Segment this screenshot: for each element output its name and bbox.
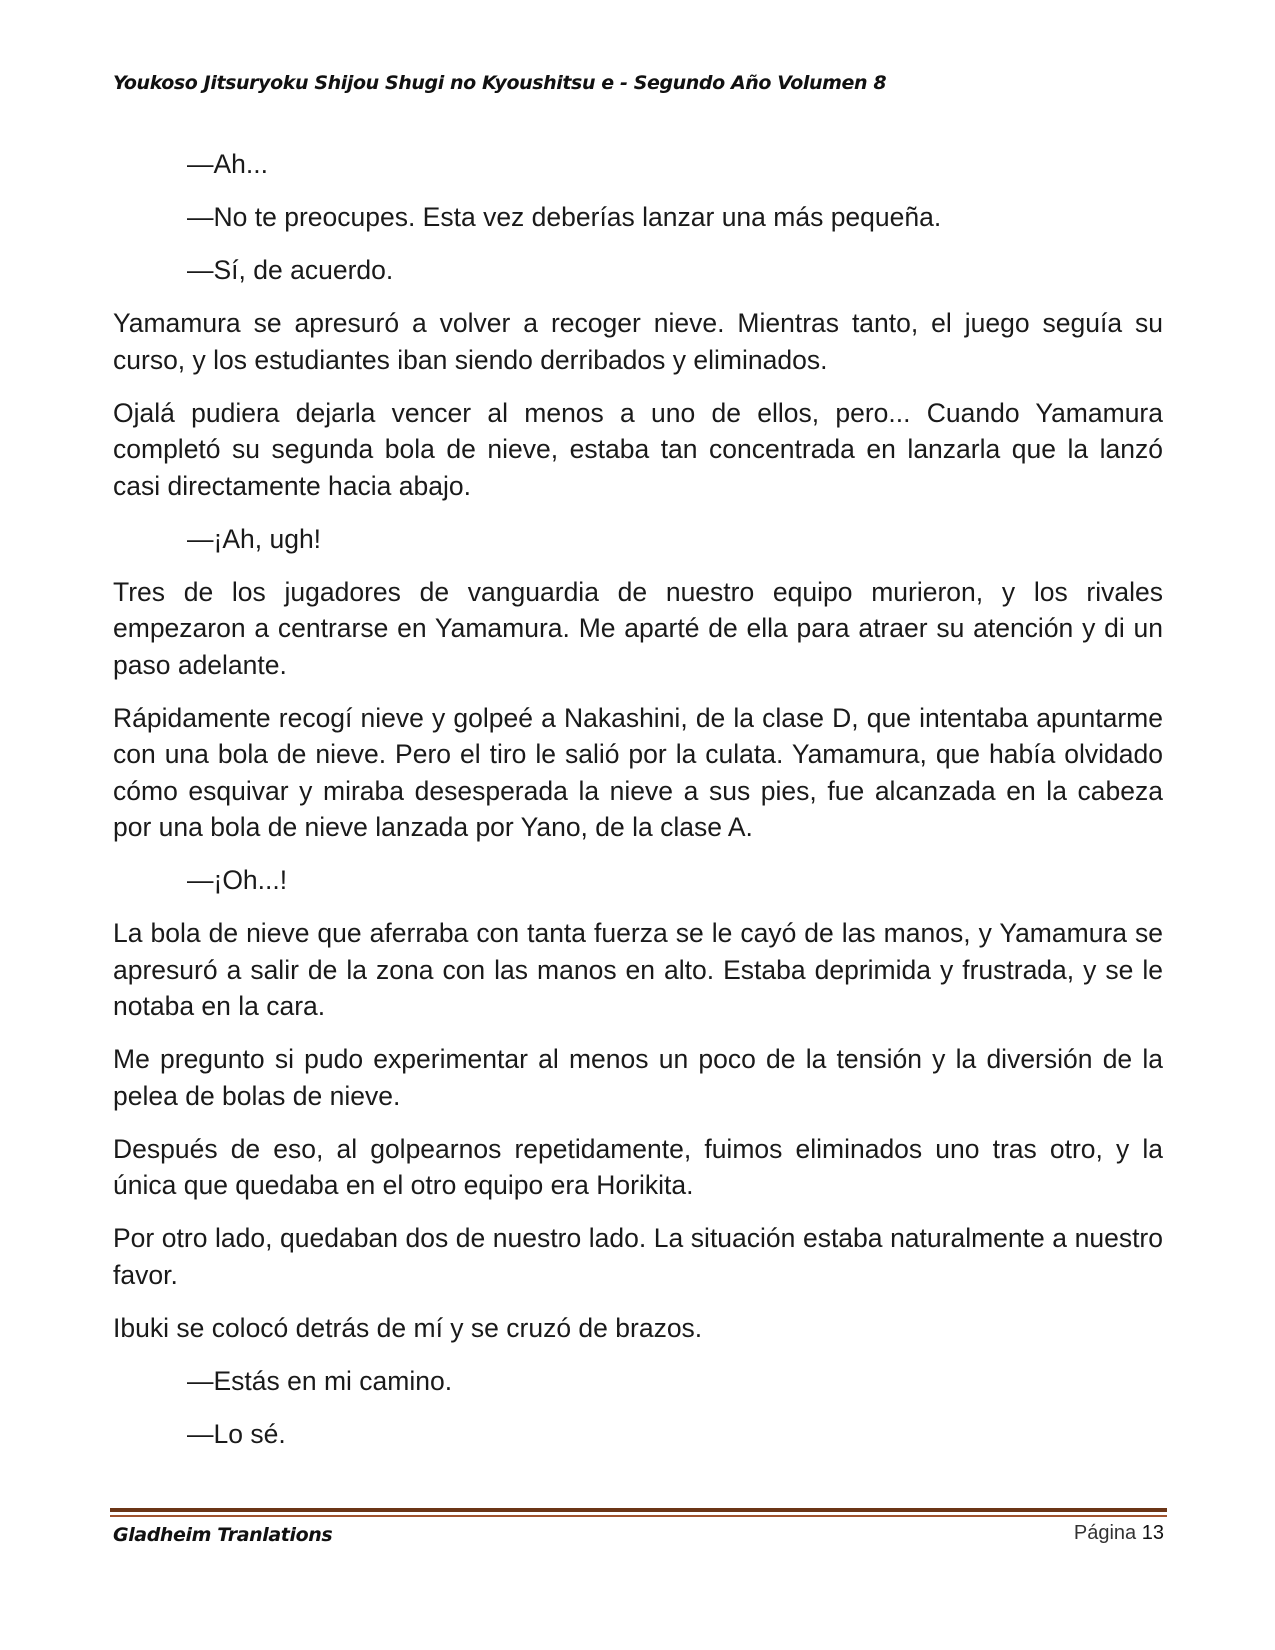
dialogue-line: —Sí, de acuerdo. bbox=[187, 255, 394, 285]
footer-divider-thick bbox=[110, 1508, 1167, 1512]
narration-paragraph: Ibuki se colocó detrás de mí y se cruzó de brazos. bbox=[113, 1312, 703, 1343]
page-label: Página bbox=[1073, 1522, 1137, 1544]
dialogue-line: —¡Oh...! bbox=[187, 865, 288, 895]
dialogue-line: —Ah... bbox=[187, 149, 269, 179]
dialogue-line: —Lo sé. bbox=[187, 1418, 286, 1449]
narration-paragraph: Yamamura se apresuró a volver a recoger nieve. Mientras tanto, el juego seguía su curso, y los estudiantes iban siendo derribados y eliminados. bbox=[113, 308, 1163, 375]
page-number-block bbox=[1074, 1522, 1164, 1545]
dialogue-line: —Estás en mi camino. bbox=[187, 1365, 453, 1396]
narration-paragraph: Ojalá pudiera dejarla vencer al menos a uno de ellos, pero... Cuando Yamamura completó su segunda bola de nieve, estaba tan concentrada en lanzarla que la lanzó casi directamente hacia abajo. bbox=[113, 397, 1163, 501]
document-body bbox=[113, 146, 1163, 1469]
footer-credit: Gladheim Tranlations bbox=[113, 1524, 333, 1546]
narration-paragraph: Por otro lado, quedaban dos de nuestro lado. La situación estaba naturalmente a nuestro favor. bbox=[113, 1223, 1163, 1290]
page-number: 13 bbox=[1141, 1522, 1164, 1544]
narration-paragraph: La bola de nieve que aferraba con tanta fuerza se le cayó de las manos, y Yamamura se apresuró a salir de la zona con las manos en alto. Estaba deprimida y frustrada, y se le notaba en la cara. bbox=[113, 918, 1163, 1021]
footer-divider-thin bbox=[110, 1515, 1167, 1517]
narration-paragraph: Tres de los jugadores de vanguardia de nuestro equipo murieron, y los rivales empezaron a centrarse en Yamamura. Me aparté de ella para atraer su atención y di un paso adelante. bbox=[113, 576, 1163, 680]
narration-paragraph: Después de eso, al golpearnos repetidamente, fuimos eliminados uno tras otro, y la única que quedaba en el otro equipo era Horikita. bbox=[113, 1133, 1163, 1200]
dialogue-line: —¡Ah, ugh! bbox=[187, 523, 322, 554]
page-header-title: Youkoso Jitsuryoku Shijou Shugi no Kyoushitsu e - Segundo Año Volumen 8 bbox=[113, 72, 887, 94]
dialogue-line: —No te preocupes. Esta vez deberías lanzar una más pequeña. bbox=[187, 202, 942, 232]
narration-paragraph: Rápidamente recogí nieve y golpeé a Nakashini, de la clase D, que intentaba apuntarme con una bola de nieve. Pero el tiro le salió por la culata. Yamamura, que había olvidado cómo esquivar y miraba desesperada la nieve a sus pies, fue alcanzada en la cabeza por una bola de nieve lanzada por Yano, de la clase A. bbox=[113, 702, 1163, 842]
narration-paragraph: Me pregunto si pudo experimentar al menos un poco de la tensión y la diversión de la pelea de bolas de nieve. bbox=[113, 1044, 1163, 1111]
